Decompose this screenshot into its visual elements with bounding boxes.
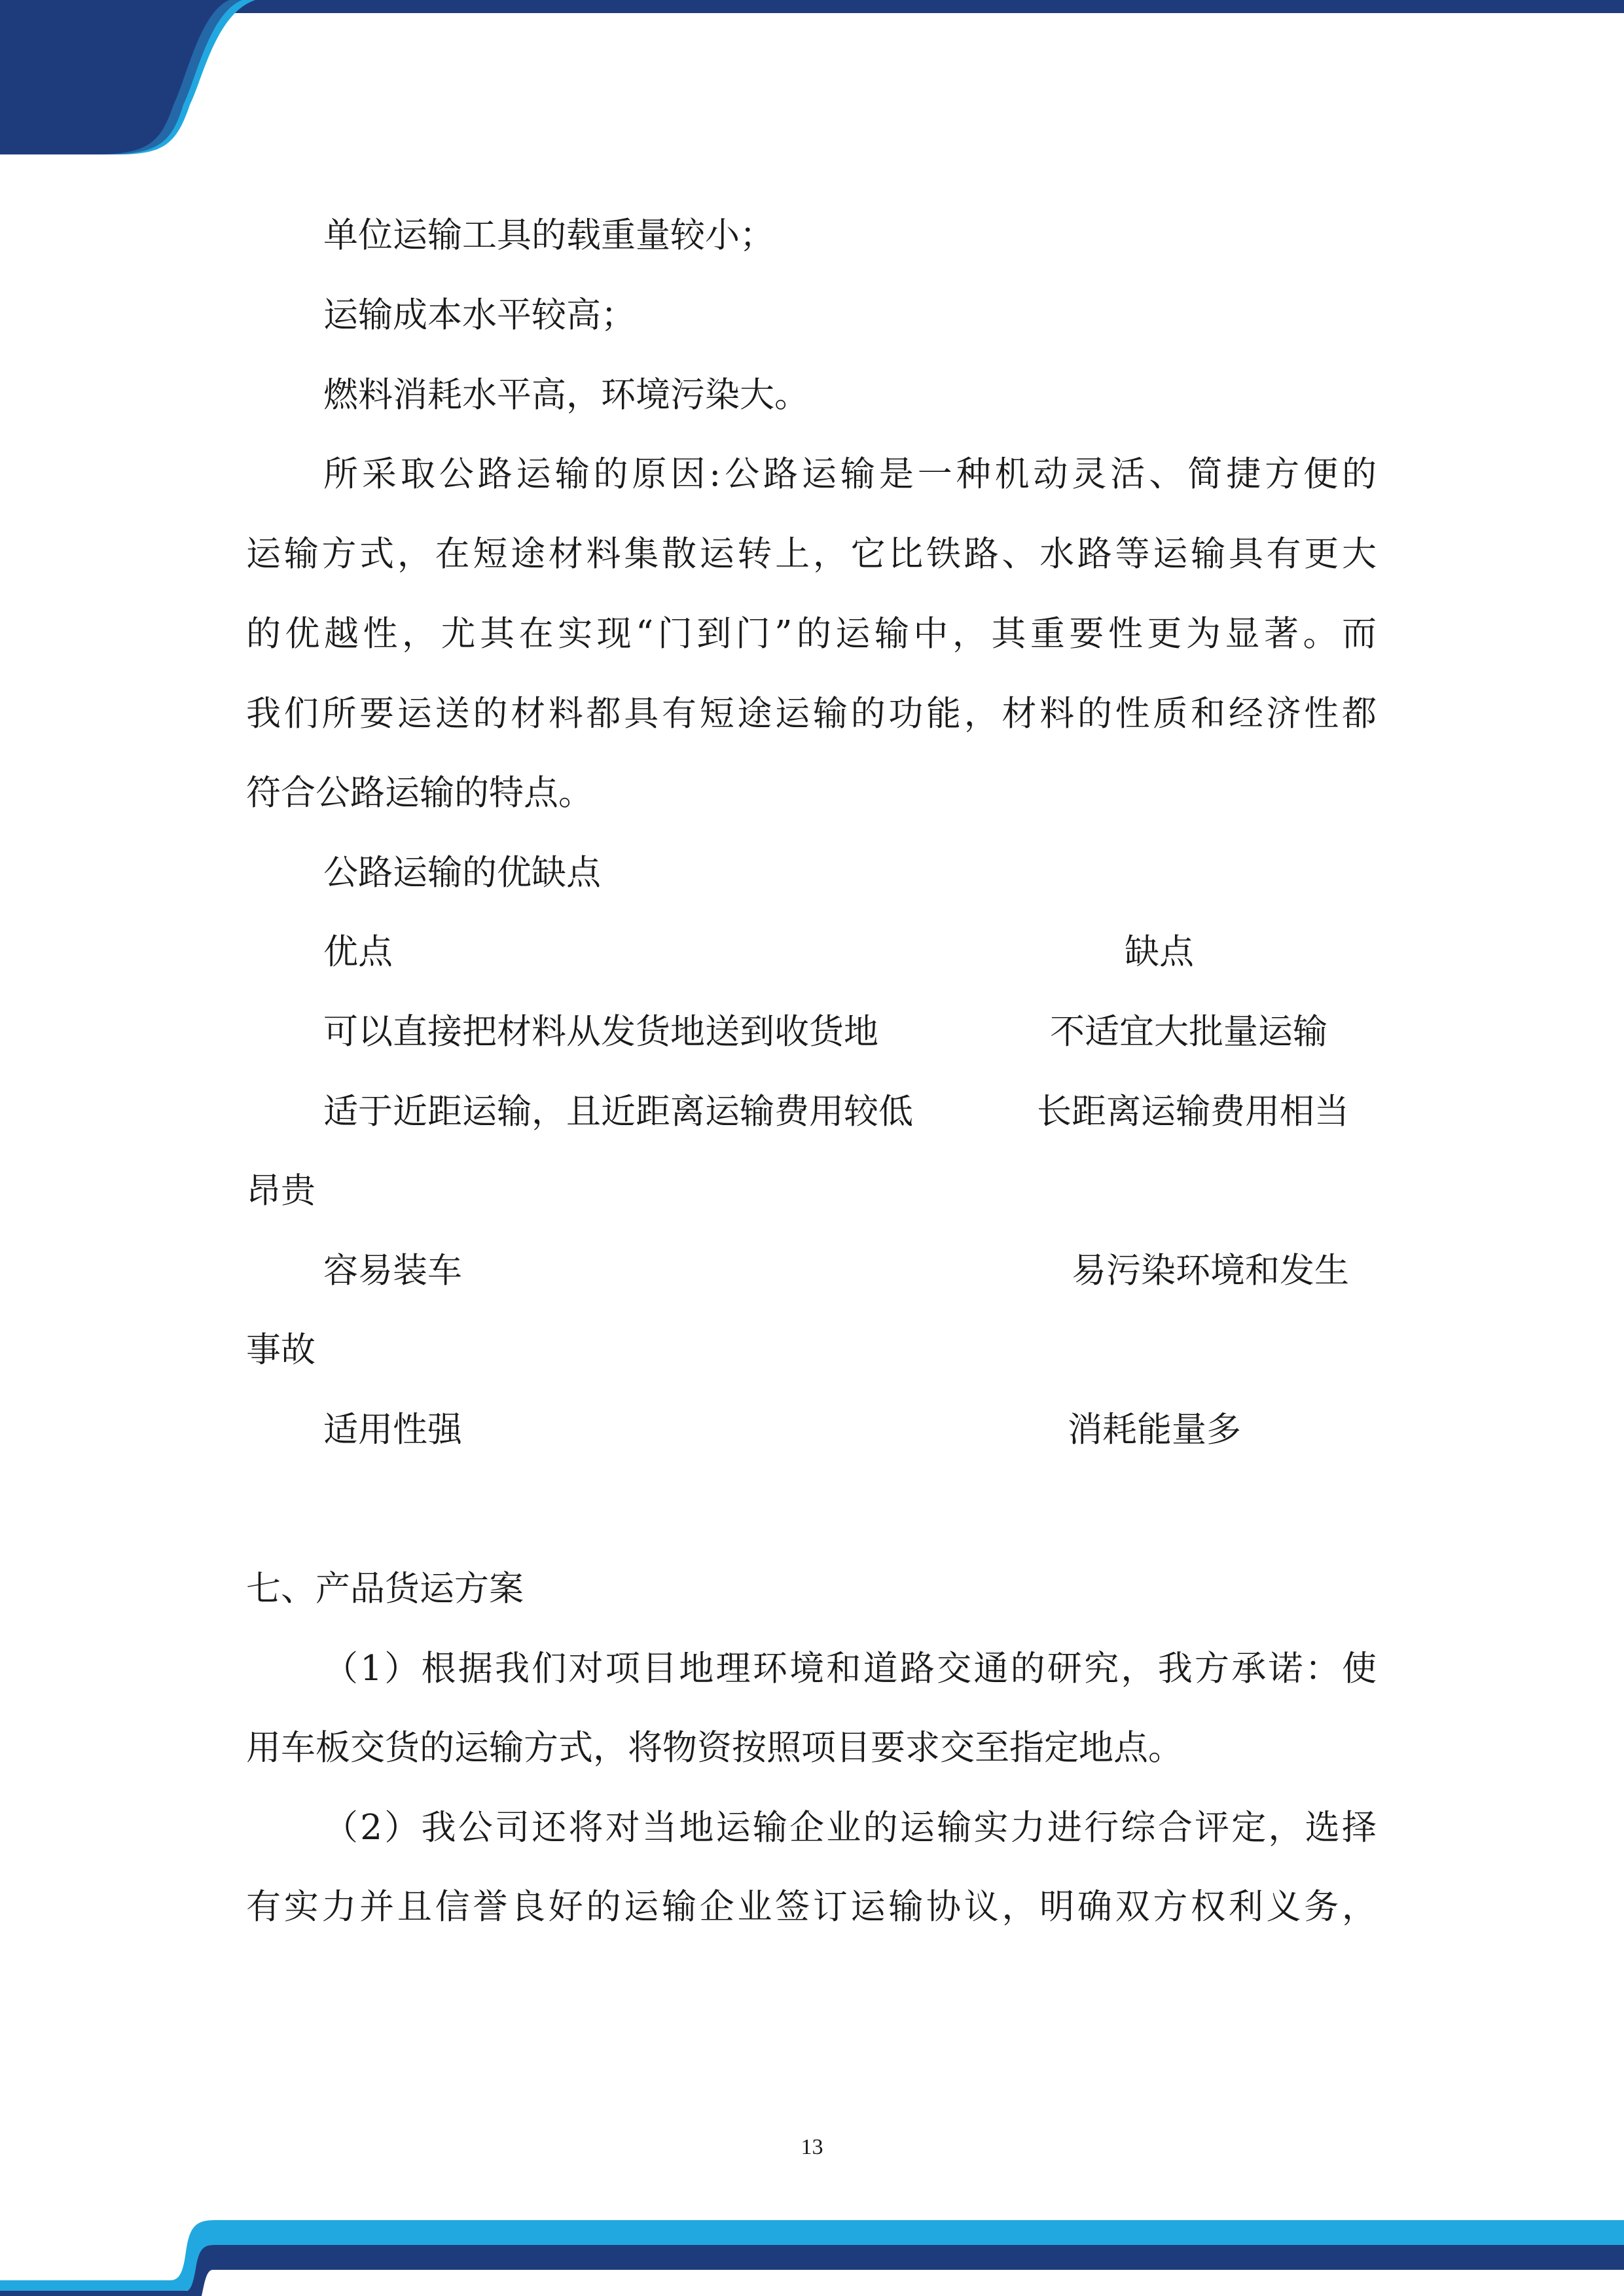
body-line: 符合公路运输的特点。	[246, 773, 593, 813]
table-cell-con: 易污染环境和发生	[1072, 1251, 1349, 1291]
table-cell-pro: 容易装车	[323, 1251, 462, 1291]
body-line: 我们所要运送的材料都具有短途运输的功能，材料的性质和经济性都	[246, 694, 1377, 734]
footer-decoration	[0, 2212, 1624, 2296]
body-line: （2）我公司还将对当地运输企业的运输实力进行综合评定，选择	[323, 1808, 1377, 1848]
table-cell-con-wrap: 事故	[246, 1330, 316, 1370]
table-cell-con: 消耗能量多	[1068, 1410, 1241, 1450]
table-cell-pro: 可以直接把材料从发货地送到收货地	[323, 1012, 878, 1052]
body-line: 有实力并且信誉良好的运输企业签订运输协议，明确双方权利义务，	[246, 1887, 1377, 1927]
body-line: 燃料消耗水平高，环境污染大。	[323, 375, 809, 415]
page-number: 13	[801, 2135, 823, 2159]
header-decoration	[0, 0, 1624, 157]
body-line: 运输方式，在短途材料集散运转上，它比铁路、水路等运输具有更大	[246, 534, 1377, 574]
body-line: 所采取公路运输的原因:公路运输是一种机动灵活、简捷方便的	[323, 454, 1377, 494]
body-line: 用车板交货的运输方式，将物资按照项目要求交至指定地点。	[246, 1728, 1183, 1768]
table-cell-pro: 适用性强	[323, 1410, 462, 1450]
table-cell-con: 不适宜大批量运输	[1050, 1012, 1327, 1052]
body-line: 运输成本水平较高；	[323, 295, 636, 335]
body-line: （1）根据我们对项目地理环境和道路交通的研究，我方承诺：使	[323, 1649, 1377, 1689]
table-cell-con-wrap: 昂贵	[246, 1171, 316, 1211]
section-title: 七、产品货运方案	[246, 1569, 524, 1609]
table-cell-con: 长距离运输费用相当	[1037, 1092, 1349, 1132]
table-header-cons: 缺点	[1125, 932, 1194, 972]
body-line: 的优越性，尤其在实现“门到门”的运输中，其重要性更为显著。而	[246, 614, 1377, 654]
body-line: 单位运输工具的载重量较小；	[323, 215, 774, 255]
table-cell-pro: 适于近距运输，且近距离运输费用较低	[323, 1092, 913, 1132]
table-title: 公路运输的优缺点	[323, 853, 601, 893]
table-header-pros: 优点	[323, 932, 393, 972]
